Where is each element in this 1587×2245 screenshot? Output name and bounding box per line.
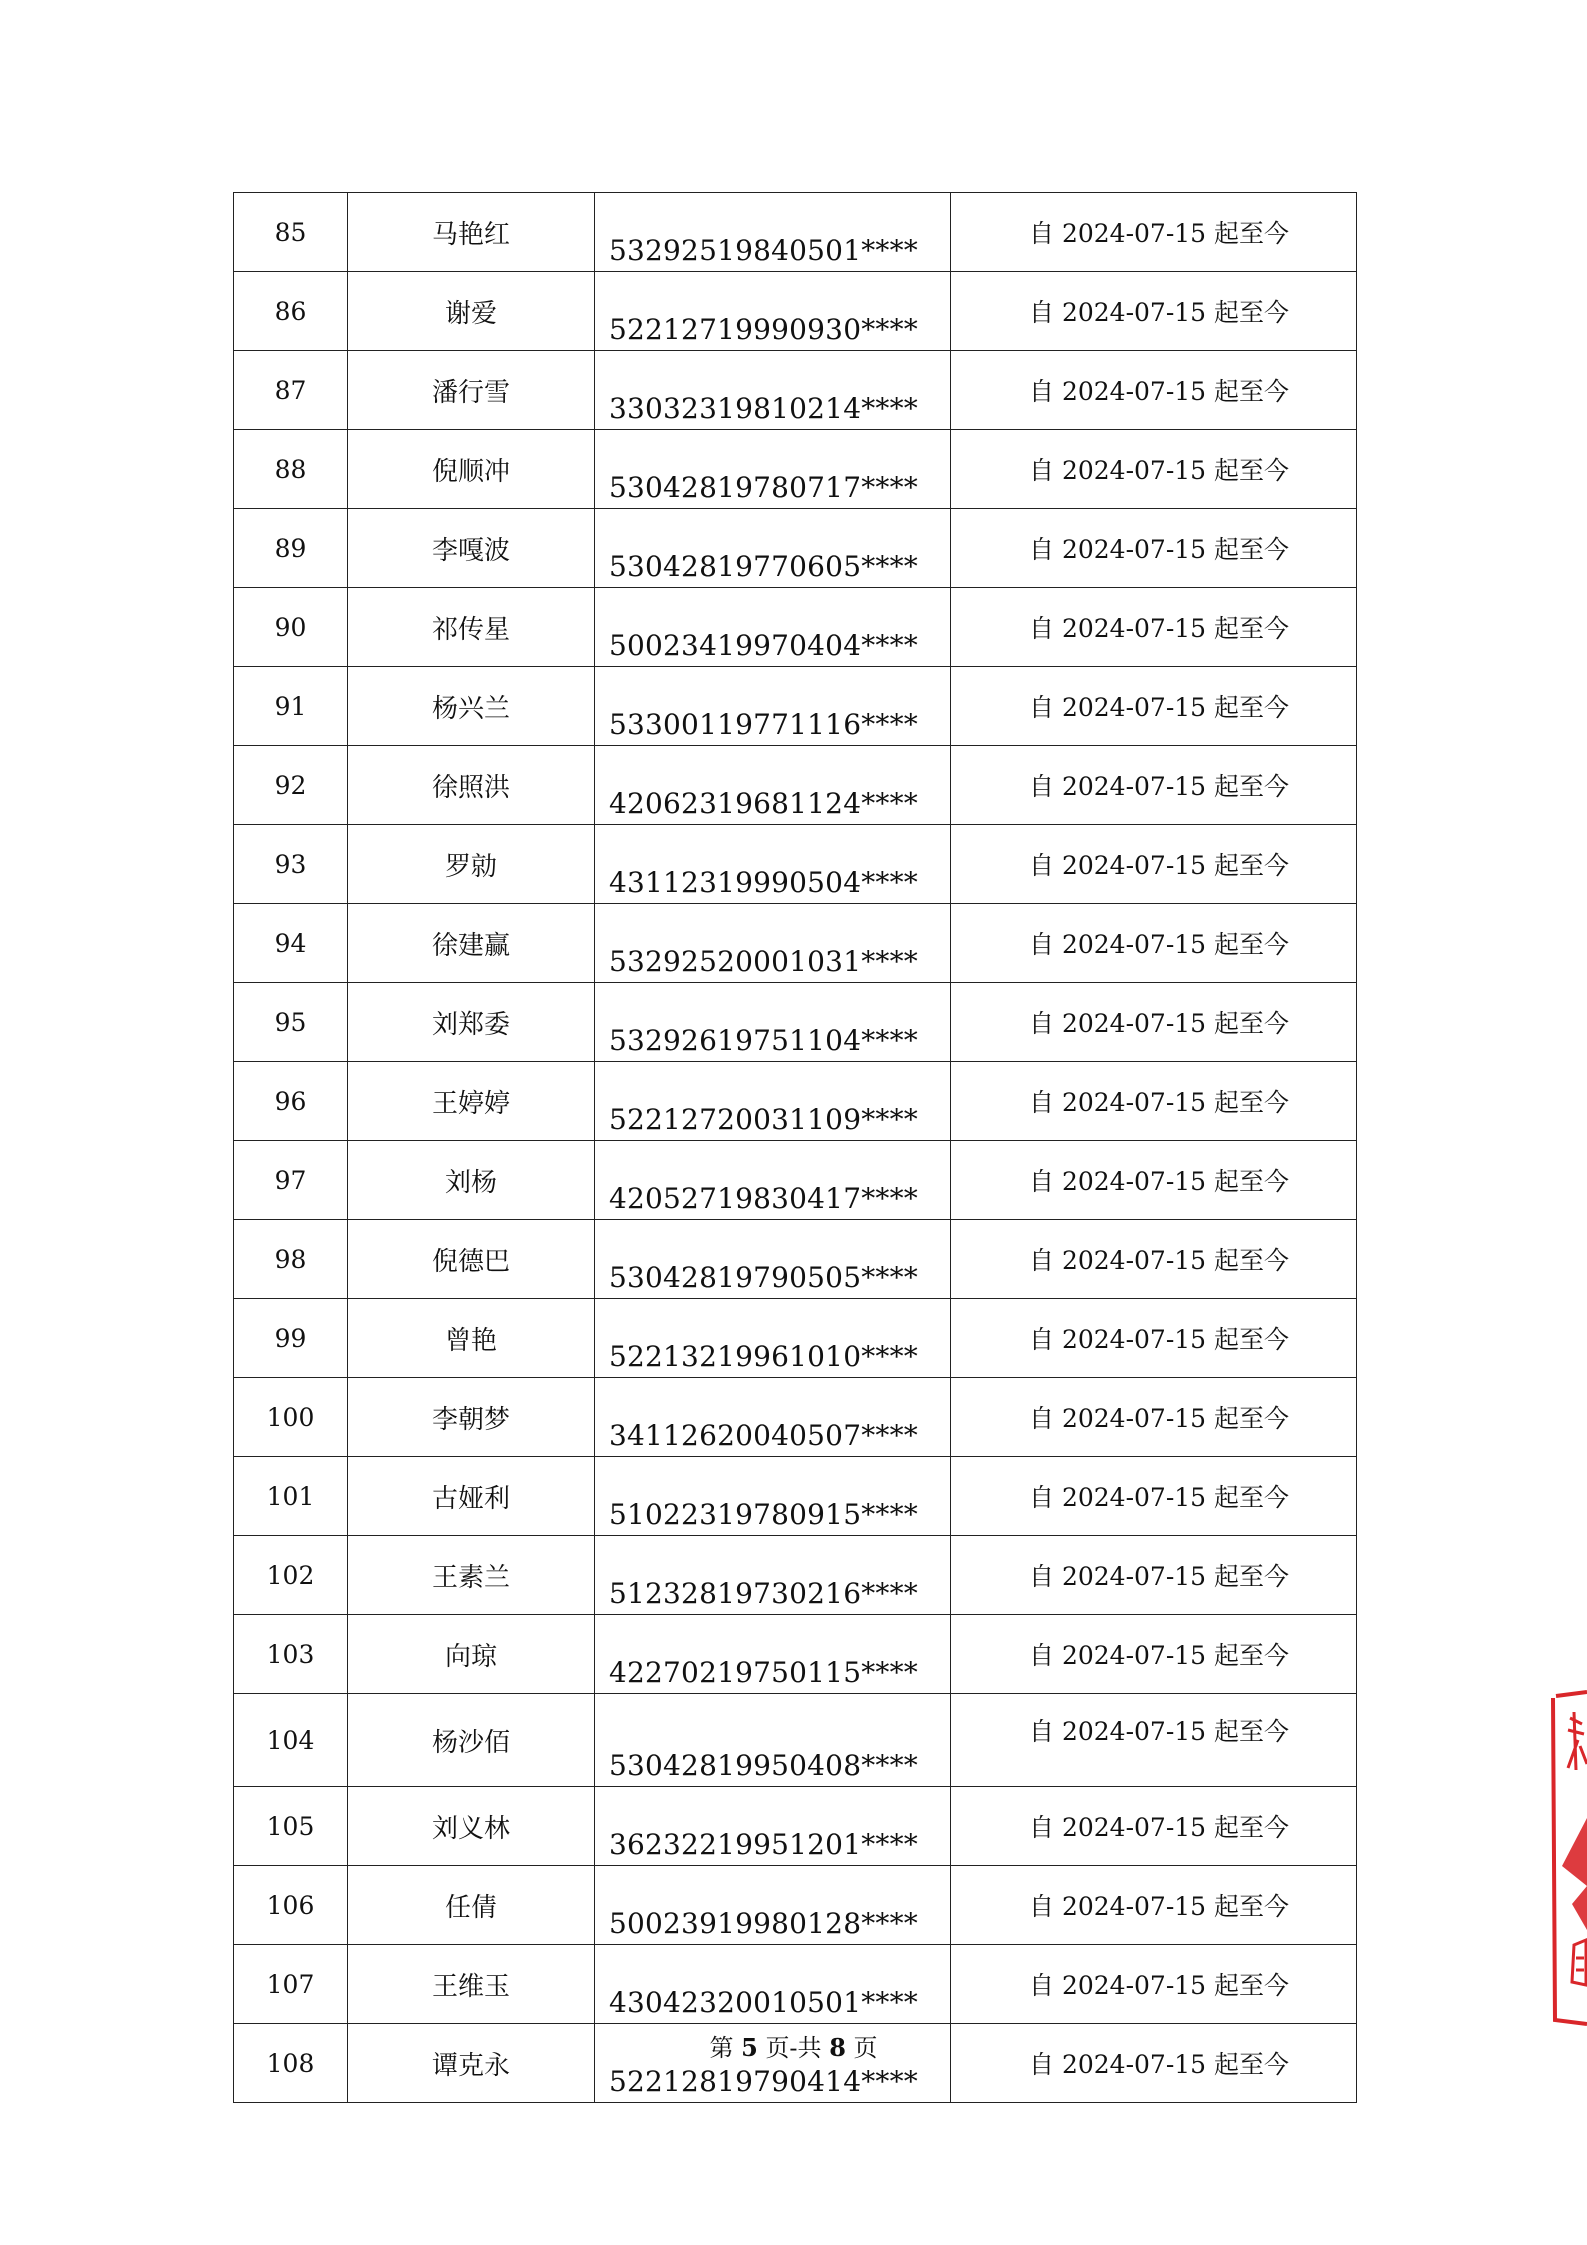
- name-cell: 李朝梦: [348, 1378, 595, 1457]
- name-cell: 向琼: [348, 1615, 595, 1694]
- name-cell: 任倩: [348, 1866, 595, 1945]
- name-cell: 曾艳: [348, 1299, 595, 1378]
- id-number-cell: 53042819950408****: [595, 1694, 951, 1787]
- name-cell: 王婷婷: [348, 1062, 595, 1141]
- table-row: [234, 430, 1357, 509]
- name-cell: 杨沙佰: [348, 1694, 595, 1787]
- row-number-cell: 106: [234, 1866, 348, 1945]
- id-number-cell: 52212819790414****: [595, 2024, 951, 2103]
- period-cell: 自 2024-07-15 起至今: [951, 588, 1357, 667]
- roster-table-body: [234, 193, 1357, 2103]
- name-cell: 古娅利: [348, 1457, 595, 1536]
- period-cell: 自 2024-07-15 起至今: [951, 1062, 1357, 1141]
- name-cell: 刘义林: [348, 1787, 595, 1866]
- period-cell: 自 2024-07-15 起至今: [951, 1615, 1357, 1694]
- table-row: [234, 193, 1357, 272]
- period-cell: 自 2024-07-15 起至今: [951, 1378, 1357, 1457]
- period-cell: 自 2024-07-15 起至今: [951, 1866, 1357, 1945]
- table-row: [234, 825, 1357, 904]
- id-number-cell: 53042819790505****: [595, 1220, 951, 1299]
- table-row: [234, 509, 1357, 588]
- row-number-cell: 98: [234, 1220, 348, 1299]
- name-cell: 李嘎波: [348, 509, 595, 588]
- row-number-cell: 94: [234, 904, 348, 983]
- period-cell: 自 2024-07-15 起至今: [951, 746, 1357, 825]
- total-pages-number: 8: [829, 2033, 846, 2062]
- row-number-cell: 88: [234, 430, 348, 509]
- name-cell: 马艳红: [348, 193, 595, 272]
- id-number-cell: 34112620040507****: [595, 1378, 951, 1457]
- period-cell: 自 2024-07-15 起至今: [951, 1220, 1357, 1299]
- id-number-cell: 43042320010501****: [595, 1945, 951, 2024]
- row-number-cell: 96: [234, 1062, 348, 1141]
- row-number-cell: 105: [234, 1787, 348, 1866]
- row-number-cell: 99: [234, 1299, 348, 1378]
- id-number-cell: 42052719830417****: [595, 1141, 951, 1220]
- table-row: [234, 588, 1357, 667]
- row-number-cell: 92: [234, 746, 348, 825]
- name-cell: 徐建赢: [348, 904, 595, 983]
- name-cell: 谢爱: [348, 272, 595, 351]
- name-cell: 杨兴兰: [348, 667, 595, 746]
- id-number-cell: 53042819770605****: [595, 509, 951, 588]
- period-cell: 自 2024-07-15 起至今: [951, 2024, 1357, 2103]
- id-number-cell: 42270219750115****: [595, 1615, 951, 1694]
- row-number-cell: 102: [234, 1536, 348, 1615]
- period-cell: 自 2024-07-15 起至今: [951, 1945, 1357, 2024]
- id-number-cell: 52213219961010****: [595, 1299, 951, 1378]
- table-row: [234, 1866, 1357, 1945]
- table-row: [234, 1694, 1357, 1787]
- name-cell: 王维玉: [348, 1945, 595, 2024]
- table-row: [234, 1062, 1357, 1141]
- period-cell: 自 2024-07-15 起至今: [951, 272, 1357, 351]
- period-cell: 自 2024-07-15 起至今: [951, 509, 1357, 588]
- row-number-cell: 89: [234, 509, 348, 588]
- id-number-cell: 42062319681124****: [595, 746, 951, 825]
- period-cell: 自 2024-07-15 起至今: [951, 193, 1357, 272]
- table-row: [234, 1945, 1357, 2024]
- row-number-cell: 85: [234, 193, 348, 272]
- name-cell: 倪顺冲: [348, 430, 595, 509]
- row-number-cell: 100: [234, 1378, 348, 1457]
- name-cell: 倪德巴: [348, 1220, 595, 1299]
- row-number-cell: 103: [234, 1615, 348, 1694]
- row-number-cell: 87: [234, 351, 348, 430]
- period-cell: 自 2024-07-15 起至今: [951, 430, 1357, 509]
- id-number-cell: 33032319810214****: [595, 351, 951, 430]
- row-number-cell: 108: [234, 2024, 348, 2103]
- table-row: [234, 983, 1357, 1062]
- table-row: [234, 1615, 1357, 1694]
- id-number-cell: 53042819780717****: [595, 430, 951, 509]
- seal-star-shape: [1562, 1818, 1587, 1930]
- page-footer: [0, 2028, 1587, 2063]
- period-cell: 自 2024-07-15 起至今: [951, 1141, 1357, 1220]
- period-cell: 自 2024-07-15 起至今: [951, 983, 1357, 1062]
- name-cell: 潘行雪: [348, 351, 595, 430]
- official-seal-stamp: [1548, 1690, 1587, 2030]
- table-row: [234, 1299, 1357, 1378]
- id-number-cell: 53292520001031****: [595, 904, 951, 983]
- period-cell: 自 2024-07-15 起至今: [951, 1694, 1357, 1787]
- table-row: [234, 1141, 1357, 1220]
- id-number-cell: 43112319990504****: [595, 825, 951, 904]
- id-number-cell: 50023419970404****: [595, 588, 951, 667]
- footer-prefix: 第: [709, 2034, 734, 2062]
- id-number-cell: 53292619751104****: [595, 983, 951, 1062]
- name-cell: 徐照洪: [348, 746, 595, 825]
- period-cell: 自 2024-07-15 起至今: [951, 1299, 1357, 1378]
- table-row: [234, 746, 1357, 825]
- row-number-cell: 97: [234, 1141, 348, 1220]
- footer-suffix: 页: [853, 2034, 878, 2062]
- row-number-cell: 101: [234, 1457, 348, 1536]
- period-cell: 自 2024-07-15 起至今: [951, 351, 1357, 430]
- table-row: [234, 272, 1357, 351]
- period-cell: 自 2024-07-15 起至今: [951, 1457, 1357, 1536]
- id-number-cell: 50023919980128****: [595, 1866, 951, 1945]
- table-row: [234, 667, 1357, 746]
- row-number-cell: 107: [234, 1945, 348, 2024]
- table-row: [234, 904, 1357, 983]
- period-cell: 自 2024-07-15 起至今: [951, 667, 1357, 746]
- row-number-cell: 95: [234, 983, 348, 1062]
- name-cell: 谭克永: [348, 2024, 595, 2103]
- name-cell: 罗勍: [348, 825, 595, 904]
- period-cell: 自 2024-07-15 起至今: [951, 1536, 1357, 1615]
- row-number-cell: 90: [234, 588, 348, 667]
- row-number-cell: 93: [234, 825, 348, 904]
- table-row: [234, 1378, 1357, 1457]
- row-number-cell: 104: [234, 1694, 348, 1787]
- id-number-cell: 52212720031109****: [595, 1062, 951, 1141]
- name-cell: 王素兰: [348, 1536, 595, 1615]
- id-number-cell: 53300119771116****: [595, 667, 951, 746]
- name-cell: 刘杨: [348, 1141, 595, 1220]
- id-number-cell: 36232219951201****: [595, 1787, 951, 1866]
- id-number-cell: 53292519840501****: [595, 193, 951, 272]
- table-row: [234, 1536, 1357, 1615]
- row-number-cell: 86: [234, 272, 348, 351]
- id-number-cell: 52212719990930****: [595, 272, 951, 351]
- period-cell: 自 2024-07-15 起至今: [951, 825, 1357, 904]
- table-row: [234, 1787, 1357, 1866]
- table-row: [234, 1457, 1357, 1536]
- name-cell: 刘郑委: [348, 983, 595, 1062]
- name-cell: 祁传星: [348, 588, 595, 667]
- id-number-cell: 51022319780915****: [595, 1457, 951, 1536]
- row-number-cell: 91: [234, 667, 348, 746]
- period-cell: 自 2024-07-15 起至今: [951, 1787, 1357, 1866]
- table-row: [234, 351, 1357, 430]
- period-cell: 自 2024-07-15 起至今: [951, 904, 1357, 983]
- footer-middle: 页-共: [765, 2034, 822, 2062]
- current-page-number: 5: [741, 2033, 758, 2062]
- table-row: [234, 1220, 1357, 1299]
- roster-table: [233, 192, 1357, 2103]
- id-number-cell: 51232819730216****: [595, 1536, 951, 1615]
